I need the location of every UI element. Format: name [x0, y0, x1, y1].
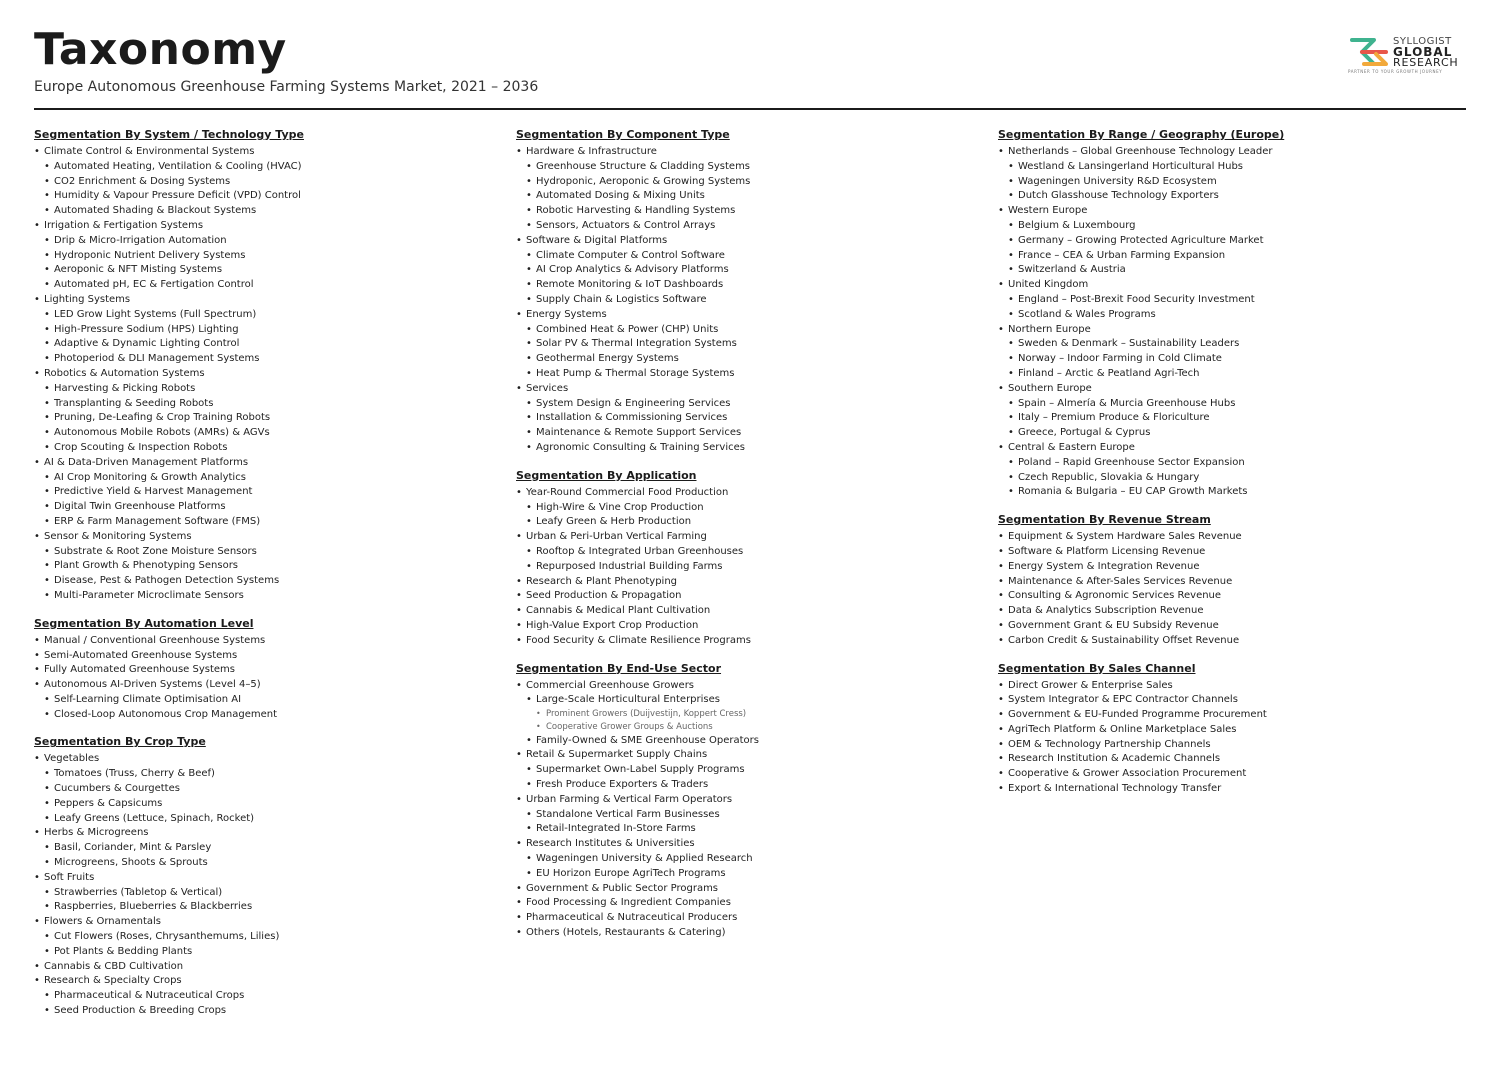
segment-item: • Herbs & Microgreens [34, 826, 494, 841]
column-2 [516, 128, 976, 954]
segment-item: • Lighting Systems [34, 293, 494, 308]
section-title: Segmentation By Crop Type [34, 735, 206, 749]
segment-item: • High-Pressure Sodium (HPS) Lighting [34, 323, 494, 338]
segment-item: • High-Wire & Vine Crop Production [516, 501, 976, 516]
segment-item: • Energy Systems [516, 308, 976, 323]
section-title: Segmentation By System / Technology Type [34, 128, 304, 141]
segment-item: • Norway – Indoor Farming in Cold Climate [998, 352, 1458, 367]
column-3 [998, 128, 1458, 810]
segment-list [516, 679, 976, 941]
section-title: Segmentation By Sales Channel [998, 661, 1196, 675]
segmentation-section [998, 662, 1458, 797]
segment-item: • Software & Platform Licensing Revenue [998, 545, 1458, 560]
segment-item: • CO2 Enrichment & Dosing Systems [34, 175, 494, 190]
segment-list [34, 145, 494, 604]
segment-item: • Research & Plant Phenotyping [516, 575, 976, 590]
segment-item: • Photoperiod & DLI Management Systems [34, 352, 494, 367]
segment-item: • Poland – Rapid Greenhouse Sector Expansion [998, 456, 1458, 471]
segment-item: • Leafy Green & Herb Production [516, 515, 976, 530]
segment-item: • Robotics & Automation Systems [34, 367, 494, 382]
segmentation-section [998, 513, 1458, 648]
segment-item: • Sweden & Denmark – Sustainability Leaders [998, 337, 1458, 352]
segment-item: • Government Grant & EU Subsidy Revenue [998, 619, 1458, 634]
section-title: Segmentation By End-Use Sector [516, 661, 722, 675]
segment-item: • Repurposed Industrial Building Farms [516, 560, 976, 575]
segment-item: • Climate Computer & Control Software [516, 249, 976, 264]
segment-item: • Maintenance & Remote Support Services [516, 426, 976, 441]
segment-item: • Belgium & Luxembourg [998, 219, 1458, 234]
segment-item: • Predictive Yield & Harvest Management [34, 485, 494, 500]
segment-item: • Export & International Technology Transfer [998, 782, 1458, 797]
segment-list [998, 679, 1458, 797]
segment-item: • Pruning, De-Leafing & Crop Training Robots [34, 411, 494, 426]
segment-item: • Leafy Greens (Lettuce, Spinach, Rocket) [34, 812, 494, 827]
segment-item: • Finland – Arctic & Peatland Agri-Tech [998, 367, 1458, 382]
segment-item: • Food Security & Climate Resilience Programs [516, 634, 976, 649]
segment-item: • Cucumbers & Courgettes [34, 782, 494, 797]
segment-item: • Pot Plants & Bedding Plants [34, 945, 494, 960]
segment-item: • Agronomic Consulting & Training Services [516, 441, 976, 456]
segment-item: • Spain – Almería & Murcia Greenhouse Hubs [998, 397, 1458, 412]
segment-item: • Self-Learning Climate Optimisation AI [34, 693, 494, 708]
segment-item: • France – CEA & Urban Farming Expansion [998, 249, 1458, 264]
logo-line-3: RESEARCH [1393, 56, 1459, 69]
segment-item: • Germany – Growing Protected Agriculture Market [998, 234, 1458, 249]
segment-item: • Humidity & Vapour Pressure Deficit (VPD) Control [34, 189, 494, 204]
segment-item: • Cannabis & CBD Cultivation [34, 960, 494, 975]
segment-item: • Year-Round Commercial Food Production [516, 486, 976, 501]
segmentation-section [34, 128, 494, 604]
segment-item: • Solar PV & Thermal Integration Systems [516, 337, 976, 352]
section-title: Segmentation By Automation Level [34, 616, 254, 630]
segment-item: • Research & Specialty Crops [34, 974, 494, 989]
segment-item: • Drip & Micro-Irrigation Automation [34, 234, 494, 249]
segment-item: • Irrigation & Fertigation Systems [34, 219, 494, 234]
segment-item: • Prominent Growers (Duijvestijn, Koppert Cress) [516, 708, 976, 721]
segment-item: • Large-Scale Horticultural Enterprises [516, 693, 976, 708]
section-title: Segmentation By Revenue Stream [998, 513, 1211, 527]
segment-item: • Geothermal Energy Systems [516, 352, 976, 367]
segment-item: • Cooperative Grower Groups & Auctions [516, 721, 976, 734]
segment-item: • Robotic Harvesting & Handling Systems [516, 204, 976, 219]
segment-item: • Urban Farming & Vertical Farm Operators [516, 793, 976, 808]
segment-item: • LED Grow Light Systems (Full Spectrum) [34, 308, 494, 323]
segment-item: • Manual / Conventional Greenhouse Systems [34, 634, 494, 649]
segment-item: • Hardware & Infrastructure [516, 145, 976, 160]
logo-line-2: GLOBAL [1393, 45, 1453, 59]
segment-list [34, 634, 494, 723]
page-subtitle: Europe Autonomous Greenhouse Farming Systems Market, 2021 – 2036 [34, 79, 539, 95]
segment-item: • Closed-Loop Autonomous Crop Management [34, 708, 494, 723]
segment-item: • Tomatoes (Truss, Cherry & Beef) [34, 767, 494, 782]
segment-item: • AI Crop Monitoring & Growth Analytics [34, 471, 494, 486]
segment-item: • AI & Data-Driven Management Platforms [34, 456, 494, 471]
segment-item: • Sensors, Actuators & Control Arrays [516, 219, 976, 234]
segment-item: • Services [516, 382, 976, 397]
segment-item: • EU Horizon Europe AgriTech Programs [516, 867, 976, 882]
section-title: Segmentation By Component Type [516, 128, 730, 141]
segment-item: • High-Value Export Crop Production [516, 619, 976, 634]
segmentation-section [516, 128, 976, 456]
segment-item: • Crop Scouting & Inspection Robots [34, 441, 494, 456]
segment-item: • Hydroponic Nutrient Delivery Systems [34, 249, 494, 264]
segment-item: • Scotland & Wales Programs [998, 308, 1458, 323]
segment-item: • Cooperative & Grower Association Procurement [998, 767, 1458, 782]
segmentation-section [34, 735, 494, 1018]
segment-item: • Southern Europe [998, 382, 1458, 397]
segmentation-section [34, 617, 494, 723]
segment-item: • Romania & Bulgaria – EU CAP Growth Markets [998, 485, 1458, 500]
segment-item: • Microgreens, Shoots & Sprouts [34, 856, 494, 871]
segment-item: • Wageningen University & Applied Research [516, 852, 976, 867]
segment-item: • Software & Digital Platforms [516, 234, 976, 249]
segment-item: • Switzerland & Austria [998, 263, 1458, 278]
segment-item: • Government & Public Sector Programs [516, 882, 976, 897]
segment-item: • Czech Republic, Slovakia & Hungary [998, 471, 1458, 486]
segment-item: • Fully Automated Greenhouse Systems [34, 663, 494, 678]
segment-item: • Fresh Produce Exporters & Traders [516, 778, 976, 793]
segment-item: • Rooftop & Integrated Urban Greenhouses [516, 545, 976, 560]
segment-item: • Digital Twin Greenhouse Platforms [34, 500, 494, 515]
column-1 [34, 128, 494, 1032]
segment-item: • Commercial Greenhouse Growers [516, 679, 976, 694]
logo-tagline: PARTNER TO YOUR GROWTH JOURNEY [1348, 69, 1443, 74]
segment-item: • AI Crop Analytics & Advisory Platforms [516, 263, 976, 278]
segment-item: • Central & Eastern Europe [998, 441, 1458, 456]
page-title: Taxonomy [34, 24, 287, 75]
segment-item: • AgriTech Platform & Online Marketplace Sales [998, 723, 1458, 738]
segment-list [516, 145, 976, 456]
segment-list [998, 530, 1458, 648]
segment-item: • Raspberries, Blueberries & Blackberries [34, 900, 494, 915]
segment-item: • Retail-Integrated In-Store Farms [516, 822, 976, 837]
segment-item: • Supply Chain & Logistics Software [516, 293, 976, 308]
segment-item: • Flowers & Ornamentals [34, 915, 494, 930]
segment-item: • Sensor & Monitoring Systems [34, 530, 494, 545]
segment-item: • Western Europe [998, 204, 1458, 219]
segment-item: • Dutch Glasshouse Technology Exporters [998, 189, 1458, 204]
segment-item: • Greenhouse Structure & Cladding Systems [516, 160, 976, 175]
segment-item: • Equipment & System Hardware Sales Revenue [998, 530, 1458, 545]
segment-item: • Carbon Credit & Sustainability Offset Revenue [998, 634, 1458, 649]
segment-item: • Seed Production & Propagation [516, 589, 976, 604]
segment-item: • Wageningen University R&D Ecosystem [998, 175, 1458, 190]
segment-item: • Government & EU-Funded Programme Procurement [998, 708, 1458, 723]
segmentation-section [516, 662, 976, 941]
segment-item: • Seed Production & Breeding Crops [34, 1004, 494, 1019]
segment-item: • Automated Heating, Ventilation & Cooling (HVAC) [34, 160, 494, 175]
segment-item: • United Kingdom [998, 278, 1458, 293]
segment-item: • Disease, Pest & Pathogen Detection Systems [34, 574, 494, 589]
segment-item: • England – Post-Brexit Food Security Investment [998, 293, 1458, 308]
segment-item: • Cannabis & Medical Plant Cultivation [516, 604, 976, 619]
segment-item: • OEM & Technology Partnership Channels [998, 738, 1458, 753]
segment-list [34, 752, 494, 1018]
segment-item: • Standalone Vertical Farm Businesses [516, 808, 976, 823]
segmentation-section [998, 128, 1458, 500]
segment-item: • Maintenance & After-Sales Services Revenue [998, 575, 1458, 590]
segment-item: • Vegetables [34, 752, 494, 767]
segment-item: • Strawberries (Tabletop & Vertical) [34, 886, 494, 901]
segment-item: • Pharmaceutical & Nutraceutical Crops [34, 989, 494, 1004]
header-divider [34, 108, 1466, 110]
segment-list [516, 486, 976, 649]
segment-item: • Food Processing & Ingredient Companies [516, 896, 976, 911]
logo-mark-icon [1348, 36, 1390, 68]
segment-item: • Northern Europe [998, 323, 1458, 338]
segment-item: • Transplanting & Seeding Robots [34, 397, 494, 412]
segment-item: • ERP & Farm Management Software (FMS) [34, 515, 494, 530]
segment-item: • System Design & Engineering Services [516, 397, 976, 412]
segment-item: • Semi-Automated Greenhouse Systems [34, 649, 494, 664]
company-logo [1348, 36, 1460, 76]
segment-item: • Automated Dosing & Mixing Units [516, 189, 976, 204]
segment-item: • Combined Heat & Power (CHP) Units [516, 323, 976, 338]
segment-item: • Automated Shading & Blackout Systems [34, 204, 494, 219]
section-title: Segmentation By Range / Geography (Europe) [998, 128, 1285, 141]
segment-item: • Autonomous AI-Driven Systems (Level 4–5) [34, 678, 494, 693]
segment-list [998, 145, 1458, 500]
segment-item: • Cut Flowers (Roses, Chrysanthemums, Lilies) [34, 930, 494, 945]
segment-item: • Others (Hotels, Restaurants & Catering) [516, 926, 976, 941]
segment-item: • Netherlands – Global Greenhouse Technology Leader [998, 145, 1458, 160]
segment-item: • Direct Grower & Enterprise Sales [998, 679, 1458, 694]
segment-item: • Climate Control & Environmental Systems [34, 145, 494, 160]
segment-item: • Aeroponic & NFT Misting Systems [34, 263, 494, 278]
segment-item: • Hydroponic, Aeroponic & Growing Systems [516, 175, 976, 190]
segment-item: • Installation & Commissioning Services [516, 411, 976, 426]
section-title: Segmentation By Application [516, 468, 697, 482]
segment-item: • Westland & Lansingerland Horticultural Hubs [998, 160, 1458, 175]
segment-item: • Automated pH, EC & Fertigation Control [34, 278, 494, 293]
segment-item: • Peppers & Capsicums [34, 797, 494, 812]
segment-item: • Heat Pump & Thermal Storage Systems [516, 367, 976, 382]
segment-item: • Family-Owned & SME Greenhouse Operators [516, 734, 976, 749]
segment-item: • Soft Fruits [34, 871, 494, 886]
segment-item: • System Integrator & EPC Contractor Channels [998, 693, 1458, 708]
segment-item: • Harvesting & Picking Robots [34, 382, 494, 397]
segment-item: • Adaptive & Dynamic Lighting Control [34, 337, 494, 352]
segment-item: • Consulting & Agronomic Services Revenue [998, 589, 1458, 604]
segment-item: • Supermarket Own-Label Supply Programs [516, 763, 976, 778]
segment-item: • Research Institutes & Universities [516, 837, 976, 852]
segment-item: • Greece, Portugal & Cyprus [998, 426, 1458, 441]
segment-item: • Italy – Premium Produce & Floriculture [998, 411, 1458, 426]
segment-item: • Autonomous Mobile Robots (AMRs) & AGVs [34, 426, 494, 441]
segment-item: • Substrate & Root Zone Moisture Sensors [34, 545, 494, 560]
segment-item: • Pharmaceutical & Nutraceutical Producers [516, 911, 976, 926]
logo-line-1: SYLLOGIST [1393, 36, 1452, 47]
segment-item: • Research Institution & Academic Channels [998, 752, 1458, 767]
segment-item: • Energy System & Integration Revenue [998, 560, 1458, 575]
segment-item: • Data & Analytics Subscription Revenue [998, 604, 1458, 619]
segmentation-section [516, 469, 976, 649]
segment-item: • Multi-Parameter Microclimate Sensors [34, 589, 494, 604]
segment-item: • Retail & Supermarket Supply Chains [516, 748, 976, 763]
header [34, 24, 1466, 110]
segment-item: • Plant Growth & Phenotyping Sensors [34, 559, 494, 574]
segment-item: • Remote Monitoring & IoT Dashboards [516, 278, 976, 293]
segment-item: • Basil, Coriander, Mint & Parsley [34, 841, 494, 856]
segment-item: • Urban & Peri-Urban Vertical Farming [516, 530, 976, 545]
